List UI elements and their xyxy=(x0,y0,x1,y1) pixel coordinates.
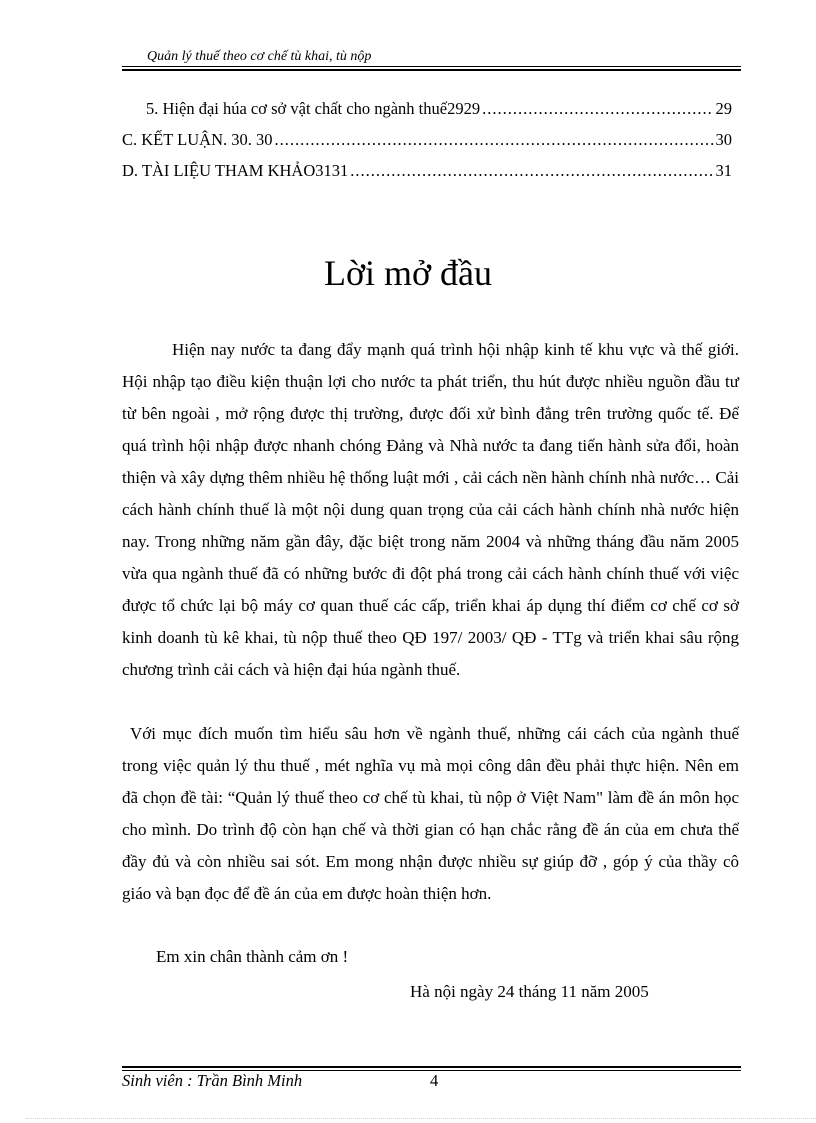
toc-entry-label: 5. Hiện đại húa cơ sở vật chất cho ngành thuế2929 xyxy=(146,99,481,118)
closing-line: Em xin chân thành cảm ơn ! xyxy=(156,947,349,966)
footer-author: Sinh viên : Trần Bình Minh xyxy=(122,1071,303,1090)
toc-entry xyxy=(122,161,732,181)
toc-entry-label: D. TÀI LIỆU THAM KHẢO3131 xyxy=(122,161,349,180)
toc-entry xyxy=(146,99,732,119)
header-rule-thin xyxy=(122,66,741,67)
page-title: Lời mở đầu xyxy=(323,253,493,293)
toc-entry-label: C. KẾT LUẬN. 30. 30 xyxy=(122,130,273,149)
toc-entry-page: 30 xyxy=(715,130,732,149)
footer-rule-thick xyxy=(122,1066,741,1068)
purpose-paragraph: Với mục đích muốn tìm hiểu sâu hơn về ngành thuế, những cái cách của ngành thuế trong việc quản lý thu thuế , mét nghĩa vụ mà mọi công dân đều phải thực hiện. Nên em đã chọn đề tài: “Quản lý thuế theo cơ chế tù khai, tù nộp ở Việt Nam" làm đề án môn học cho mình. Do trình độ còn hạn chế và thời gian có hạn chắc rằng đề án của em chưa thể đầy đủ và còn nhiều sai sót. Em mong nhận được nhiều sự giúp đỡ , góp ý của thầy cô giáo và bạn đọc để đề án của em được hoàn thiện hơn. xyxy=(122,724,739,903)
toc-entry-page: 31 xyxy=(715,161,732,180)
toc-leader xyxy=(350,161,713,181)
header-rule-thick xyxy=(122,69,741,71)
page-edge-divider xyxy=(26,1118,816,1119)
date-line: Hà nội ngày 24 tháng 11 năm 2005 xyxy=(410,982,649,1001)
running-header: Quản lý thuế theo cơ chế tù khai, tù nộp xyxy=(147,49,372,64)
toc-entry-page: 29 xyxy=(715,99,732,118)
intro-paragraph: Hiện nay nước ta đang đẩy mạnh quá trình hội nhập kinh tế khu vực và thế giới. Hội nhập tạo điều kiện thuận lợi cho nước ta phát triển, thu hút được nhiều nguồn đầu tư từ bên ngoài , mở rộng được thị trường, được đối xử bình đẳng trên trường quốc tế. Để quá trình hội nhập được nhanh chóng Đảng và Nhà nước ta đang tiến hành sửa đổi, hoàn thiện và xây dựng thêm nhiều hệ thống luật mới , cải cách nền hành chính nhà nước… Cải cách hành chính thuế là một nội dung quan trọng của cải cách hành chính nhà nước hiện nay. Trong những năm gần đây, đặc biệt trong năm 2004 và những tháng đầu năm 2005 vừa qua ngành thuế đã có những bước đi đột phá trong cải cách hành chính thuế với việc được tổ chức lại bộ máy cơ quan thuế các cấp, triển khai áp dụng thí điểm cơ chế cơ sở kinh doanh tù kê khai, tù nộp thuế theo QĐ 197/ 2003/ QĐ - TTg và triển khai sâu rộng chương trình cải cách và hiện đại húa ngành thuế. xyxy=(122,340,739,679)
toc-entry xyxy=(122,130,732,150)
page-number: 4 xyxy=(430,1071,439,1090)
toc-leader xyxy=(482,99,713,119)
toc-leader xyxy=(274,130,713,150)
